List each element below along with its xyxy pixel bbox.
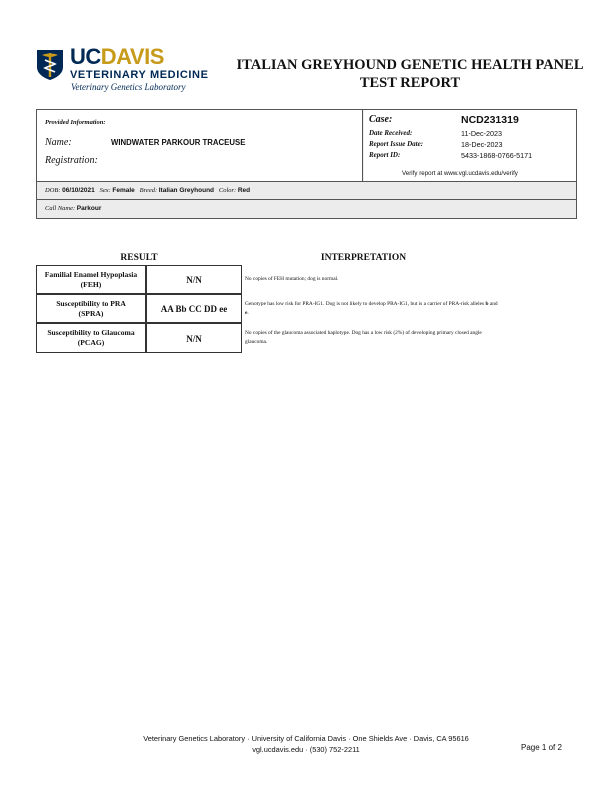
- animal-info-panel: [37, 110, 363, 181]
- issue-date-value: 18-Dec-2023: [461, 140, 503, 149]
- case-value: NCD231319: [461, 114, 519, 126]
- interpretation-header: INTERPRETATION: [320, 253, 407, 263]
- dob-value: 06/10/2021: [62, 187, 95, 194]
- issue-date-label: Report Issue Date:: [369, 140, 424, 148]
- case-label: Case:: [369, 114, 393, 125]
- color-value: Red: [237, 187, 251, 194]
- table-row-test-cell: [36, 323, 146, 353]
- ucdavis-wordmark: UCDAVIS: [70, 44, 164, 69]
- test-abbrev: (SPRA): [78, 309, 104, 318]
- sex-label: Sex:: [99, 187, 111, 194]
- interpretation-text: No copies of the glaucoma associated haplotype. Dog has a low risk (2%) of developing primary closed angle glaucoma.: [245, 330, 482, 345]
- name-label: Name:: [45, 137, 72, 148]
- footer-contact: vgl.ucdavis.edu · (530) 752-2211: [252, 745, 360, 754]
- sex-value: Female: [112, 187, 135, 194]
- logo-vet-medicine: VETERINARY MEDICINE: [70, 69, 209, 81]
- test-abbrev: (PCAG): [77, 338, 105, 347]
- call-name-value: Parkour: [76, 205, 102, 212]
- registration-label: Registration:: [45, 155, 98, 166]
- date-received-label: Date Received:: [369, 129, 413, 137]
- call-name-row: [37, 200, 576, 218]
- call-name-label: Call Name:: [45, 205, 76, 212]
- provided-info-label: Provided Information:: [45, 119, 106, 126]
- result-value: N/N: [146, 265, 242, 294]
- report-title: [210, 56, 610, 92]
- ucdavis-logo: [36, 44, 236, 95]
- caduceus-shield-icon: [36, 49, 64, 81]
- test-abbrev: (FEH): [80, 280, 102, 289]
- report-title-line2: TEST REPORT: [359, 75, 461, 91]
- provided-information-box: [36, 109, 577, 219]
- result-header: RESULT: [120, 253, 158, 263]
- result-value: AA Bb CC DD ee: [146, 294, 242, 323]
- test-name: Familial Enamel Hypoplasia: [44, 270, 138, 279]
- breed-value: Italian Greyhound: [158, 187, 215, 194]
- report-id-label: Report ID:: [369, 151, 401, 159]
- logo-vgl: Veterinary Genetics Laboratory: [71, 82, 186, 92]
- results-table: [36, 265, 576, 353]
- interpretation-text: Genotype has low risk for PRA-IG1. Dog is not likely to develop PRA-IG1, but is a carrier of PRA-risk alleles b and e.: [245, 301, 498, 316]
- breed-label: Breed:: [139, 187, 158, 194]
- report-title-line1: ITALIAN GREYHOUND GENETIC HEALTH PANEL: [236, 57, 584, 73]
- page-number: Page 1 of 2: [521, 743, 562, 752]
- dob-row: [37, 181, 576, 200]
- table-row-test-cell: [36, 265, 146, 294]
- date-received-value: 11-Dec-2023: [461, 129, 503, 138]
- test-name: Susceptibility to PRA: [56, 299, 126, 308]
- table-row-test-cell: [36, 294, 146, 323]
- verify-link[interactable]: Verify report at www.vgl.ucdavis.edu/verify: [402, 170, 518, 177]
- footer-address: Veterinary Genetics Laboratory · University of California Davis · One Shields Ave · Davis, CA 95616: [143, 734, 469, 743]
- case-info-panel: [364, 110, 576, 181]
- result-value: N/N: [146, 323, 242, 353]
- test-name: Susceptibility to Glaucoma: [47, 328, 135, 337]
- color-label: Color:: [218, 187, 237, 194]
- name-value: WINDWATER PARKOUR TRACEUSE: [111, 138, 246, 147]
- dob-label: DOB:: [45, 187, 61, 194]
- interpretation-text: No copies of FEH mutation; dog is normal.: [245, 276, 339, 282]
- report-id-value: 5433-1868-0766-5171: [461, 151, 533, 160]
